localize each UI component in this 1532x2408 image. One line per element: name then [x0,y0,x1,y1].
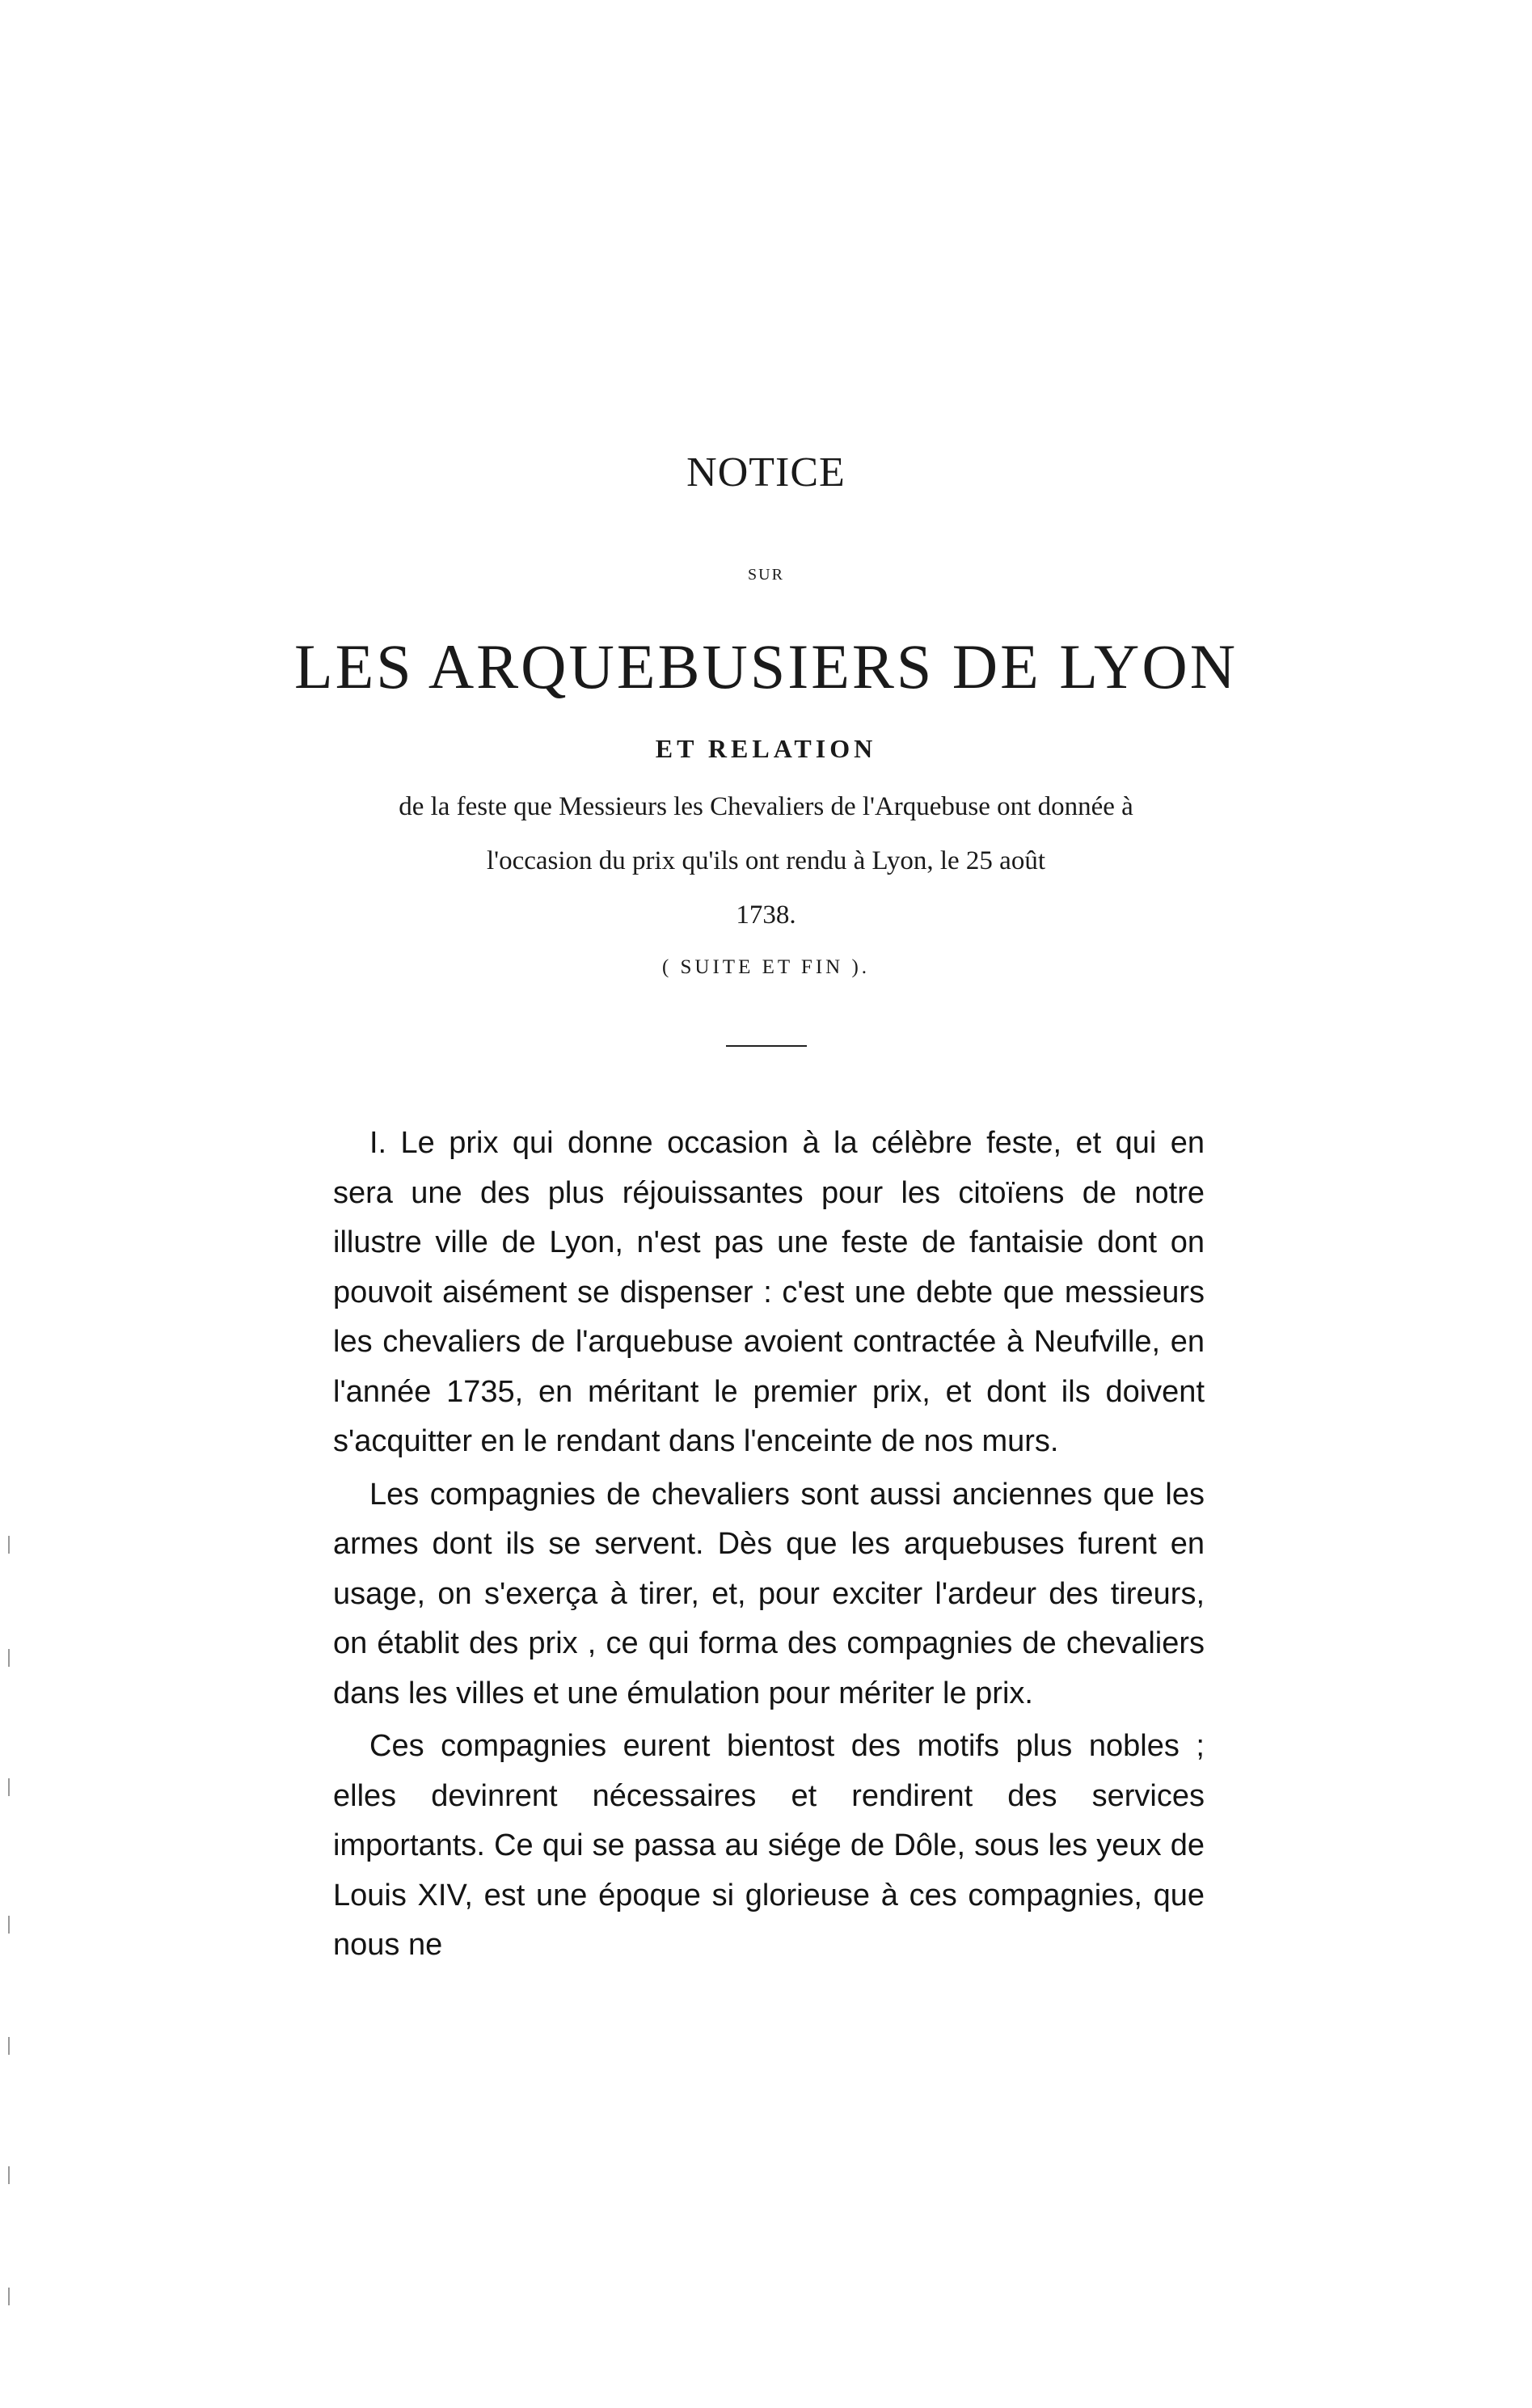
section-divider [726,1045,807,1047]
subtitle: ET RELATION [655,734,877,763]
paragraph: Ces compagnies eurent bientost des motifs plus nobles ; elles devinrent nécessaires et rendirent des services importants. Ce qui se passa au siége de Dôle, sous les yeux de Louis XIV, est une époque si glorieuse à ces compagnies, que nous ne [333,1729,1205,1962]
binding-edge-marks [8,1536,11,2344]
body-text [333,1119,1205,1974]
description: de la feste que Messieurs les Chevaliers de l'Arquebuse ont donnée à l'occasion du prix qu'ils ont rendu à Lyon, le 25 août [399,792,1133,875]
title-preposition: SUR [748,566,784,584]
sequel-note: ( SUITE ET FIN ). [661,956,871,978]
paragraph: I. Le prix qui donne occasion à la célèbre feste, et qui en sera une des plus réjouissantes pour les citoïens de notre illustre ville de Lyon, n'est pas une feste de fantaisie dont on pouvoit aisément se dispenser : c'est une debte que messieurs les chevaliers de l'arquebuse avoient contractée à Neufville, en l'année 1735, en méritant le premier prix, et dont ils doivent s'acquitter en le rendant dans l'enceinte de nos murs. [333,1126,1205,1458]
page-title: NOTICE [686,449,846,496]
description-year: 1738. [736,900,796,930]
paragraph: Les compagnies de chevaliers sont aussi anciennes que les armes dont ils se servent. Dès que les arquebuses furent en usage, on s'exerça à tirer, et, pour exciter l'ardeur des tireurs, on établit des prix , ce qui forma des compagnies de chevaliers dans les villes et une émulation pour mériter le prix. [333,1477,1205,1710]
main-title: LES ARQUEBUSIERS DE LYON [293,631,1239,702]
